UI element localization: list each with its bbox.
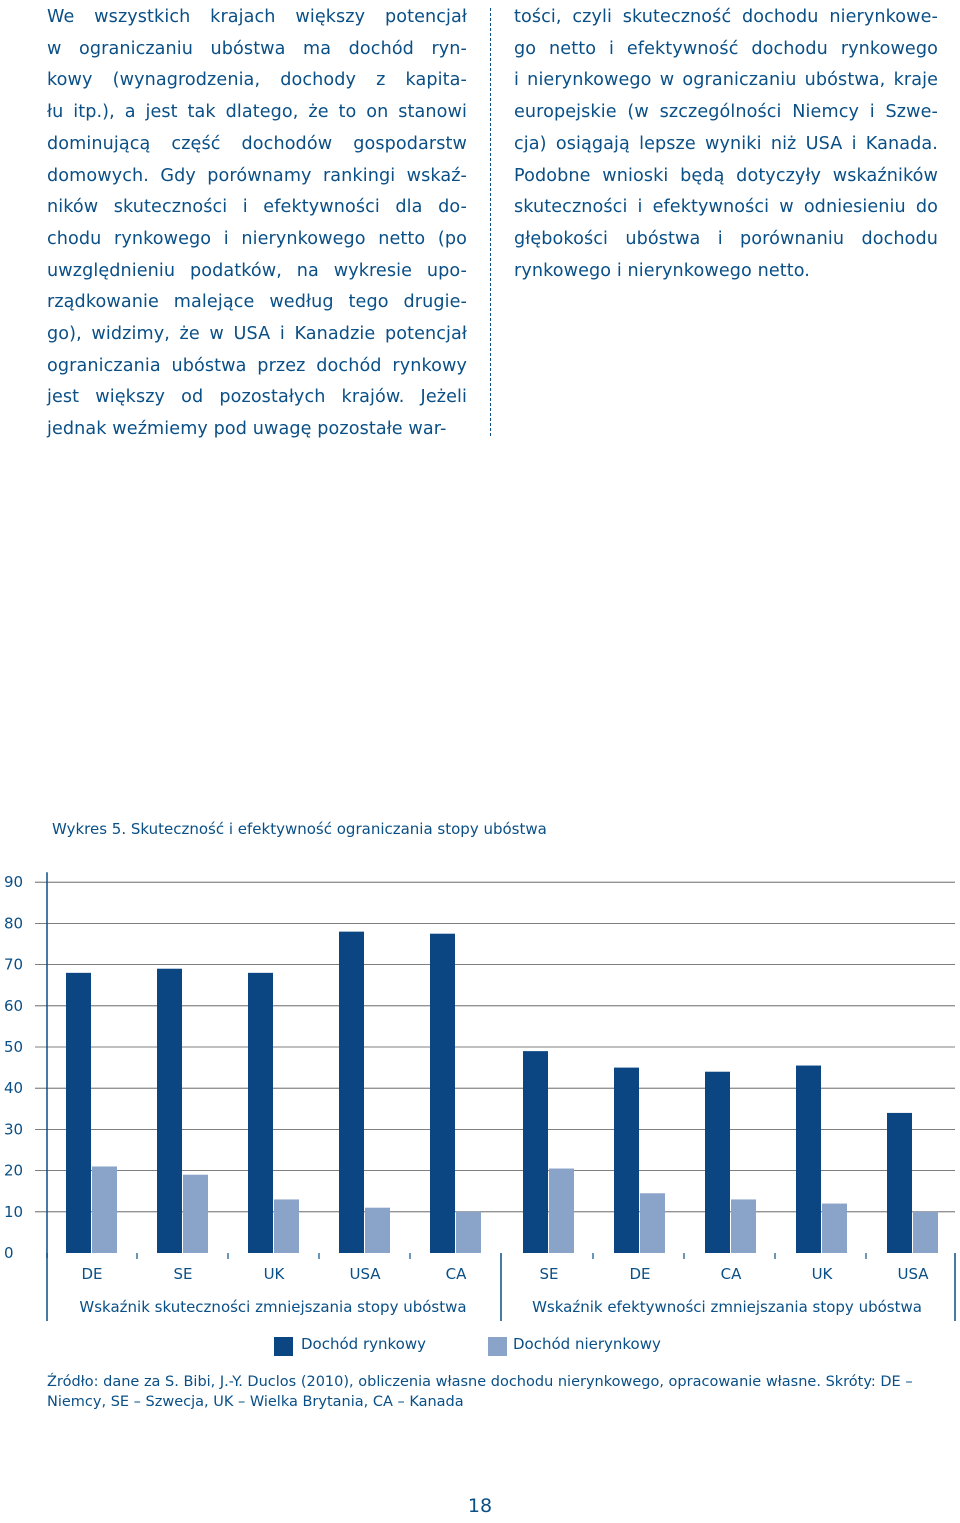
x-tick-label: UK [811,1265,833,1283]
bar-nonmarket [549,1169,574,1253]
page-number: 18 [467,1495,493,1517]
y-tick-label: 10 [4,1202,24,1221]
left-text-line: jest większy od pozostałych krajów. Jeżeli [47,387,467,408]
right-text-line: rynkowego i nierynkowego netto. [514,260,810,281]
bar-nonmarket [913,1212,938,1253]
group-label: Wskaźnik skuteczności zmniejszania stopy ubóstwa [79,1298,467,1316]
right-text-line: skuteczności i efektywności w odniesieniu do [514,197,938,218]
x-tick-label: DE [81,1265,103,1283]
y-tick-label: 60 [4,996,24,1015]
legend-label-nonmarket: Dochód nierynkowy [513,1335,661,1353]
group-label: Wskaźnik efektywności zmniejszania stopy ubóstwa [532,1298,922,1316]
x-tick-label: CA [720,1265,742,1283]
bar-nonmarket [640,1193,665,1253]
left-text-line: jednak weźmiemy pod uwagę pozostałe war- [47,419,447,440]
bar-market [66,973,91,1253]
legend-label-market: Dochód rynkowy [301,1335,426,1353]
left-text-line: We wszystkich krajach większy potencjał [47,7,467,27]
left-text-line: domowych. Gdy porównamy rankingi wskaź- [47,165,467,186]
left-text-line: go), widzimy, że w USA i Kanadzie potencjał [47,324,467,345]
bar-nonmarket [274,1199,299,1253]
left-text-line: łu itp.), a jest tak dlatego, że to on stanowi [47,102,467,123]
right-text-line: cja) osiągają lepsze wyniki niż USA i Kanada. [514,133,938,154]
column-divider [490,8,491,436]
right-text-line: głębokości ubóstwa i porównaniu dochodu [514,228,938,249]
bar-market [614,1068,639,1253]
bar-nonmarket [92,1166,117,1253]
left-text-line: ników skuteczności i efektywności dla do- [47,197,467,218]
bar-nonmarket [731,1199,756,1253]
bar-market [248,973,273,1253]
legend-swatch-nonmarket [488,1337,507,1356]
y-tick-label: 30 [4,1120,24,1139]
right-text-line: i nierynkowego w ograniczaniu ubóstwa, kraje [514,70,938,91]
bar-market [523,1051,548,1253]
y-tick-label: 40 [4,1079,24,1098]
bar-market [430,934,455,1253]
x-tick-label: SE [539,1265,559,1283]
chart-caption: Wykres 5. Skuteczność i efektywność ograniczania stopy ubóstwa [52,820,547,838]
bar-nonmarket [183,1175,208,1253]
bar-market [796,1066,821,1253]
bar-market [705,1072,730,1253]
bar-nonmarket [456,1212,481,1253]
bar-market [887,1113,912,1253]
legend-swatch-market [274,1337,293,1356]
left-text-line: dominującą część dochodów gospodarstw [47,133,467,154]
left-text-line: kowy (wynagrodzenia, dochody z kapita- [47,70,467,91]
left-text-column [47,2,467,446]
right-text-column [514,2,938,287]
x-tick-label: USA [349,1265,381,1283]
x-tick-label: CA [445,1265,467,1283]
y-tick-label: 70 [4,955,24,974]
bar-market [339,932,364,1253]
right-text-line: Podobne wnioski będą dotyczyły wskaźników [514,165,938,186]
y-tick-label: 80 [4,914,24,933]
right-text-line: tości, czyli skuteczność dochodu nierynkowe- [514,7,938,27]
x-tick-label: SE [173,1265,193,1283]
left-text-line: rządkowanie malejące według tego drugie- [47,292,467,313]
x-tick-label: DE [629,1265,651,1283]
x-tick-label: USA [897,1265,929,1283]
y-tick-label: 20 [4,1161,24,1180]
bar-market [157,969,182,1253]
bar-nonmarket [365,1208,390,1253]
right-text-line: europejskie (w szczególności Niemcy i Szwe- [514,102,938,123]
bar-nonmarket [822,1204,847,1253]
left-text-line: uwzględnieniu podatków, na wykresie upo- [47,260,467,281]
left-text-line: ograniczania ubóstwa przez dochód rynkowy [47,355,467,376]
source-note: Źródło: dane za S. Bibi, J.-Y. Duclos (2010), obliczenia własne dochodu nierynkowego, opracowanie własne. Skróty: DE – Niemcy, SE – Szwecja, UK – Wielka Brytania, CA – Kanada [47,1374,913,1410]
y-tick-label: 90 [4,873,24,892]
right-text-line: go netto i efektywność dochodu rynkowego [514,38,938,59]
left-text-line: chodu rynkowego i nierynkowego netto (po [47,228,467,249]
left-text-line: w ograniczaniu ubóstwa ma dochód ryn- [47,38,467,59]
y-tick-label: 0 [4,1244,14,1262]
x-tick-label: UK [263,1265,285,1283]
bar-chart [0,860,960,1330]
y-tick-label: 50 [4,1038,24,1056]
